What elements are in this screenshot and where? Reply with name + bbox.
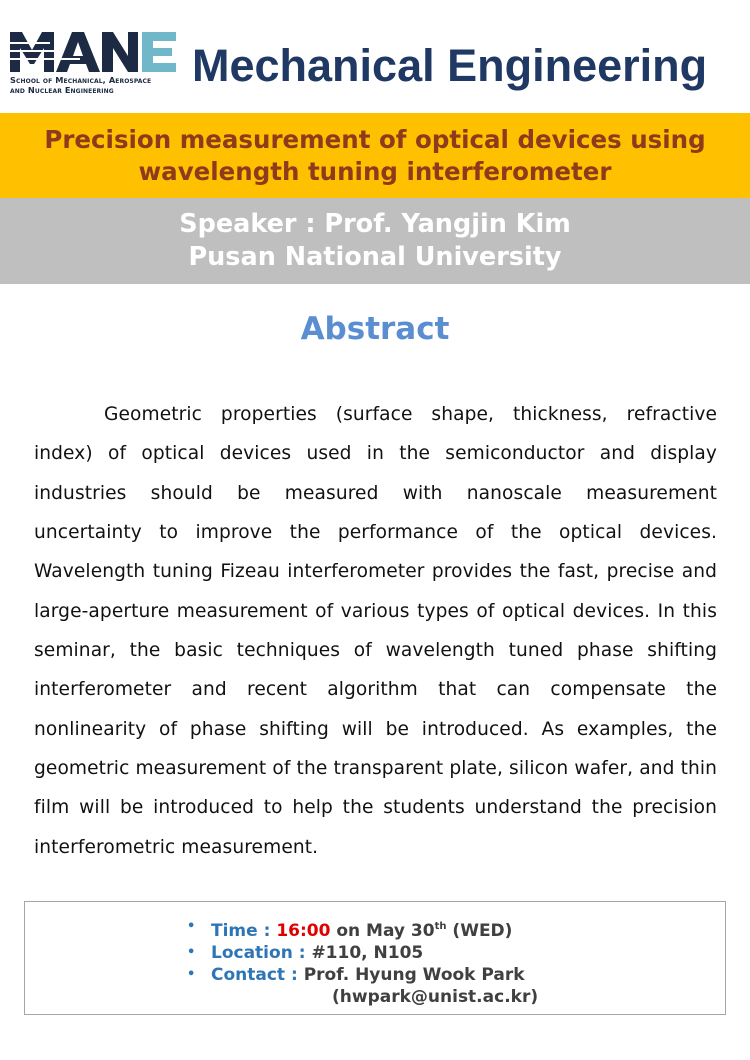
location-label: Location : xyxy=(211,943,312,963)
topic-line-1: Precision measurement of optical devices using xyxy=(44,124,706,154)
speaker-affiliation: Pusan National University xyxy=(188,242,562,272)
event-info-list xyxy=(185,916,538,1008)
logo-subtitle-line2: and Nuclear Engineering xyxy=(10,85,114,95)
logo-subtitle xyxy=(10,75,185,95)
event-time xyxy=(185,916,538,942)
speaker-name: Speaker : Prof. Yangjin Kim xyxy=(179,209,571,239)
location-value: #110, N105 xyxy=(311,943,424,963)
logo-subtitle-line1: School of Mechanical, Aerospace xyxy=(10,75,152,85)
page-title: Mechanical Engineering xyxy=(192,40,708,91)
bullet-icon: • xyxy=(187,919,196,934)
contact-email[interactable]: (hwpark@unist.ac.kr) xyxy=(332,987,539,1007)
event-contact xyxy=(185,964,538,986)
seminar-topic-banner xyxy=(0,113,750,198)
contact-label: Contact : xyxy=(211,965,304,985)
mane-logo xyxy=(10,28,178,100)
time-date-suffix: th xyxy=(434,921,447,932)
bullet-icon: • xyxy=(187,967,196,982)
abstract-heading: Abstract xyxy=(300,311,450,347)
time-label: Time : xyxy=(211,921,277,941)
bullet-icon: • xyxy=(187,945,196,960)
event-info-box xyxy=(24,901,726,1015)
time-day: (WED) xyxy=(446,921,513,941)
contact-name: Prof. Hyung Wook Park xyxy=(303,965,525,985)
mane-logo-mark xyxy=(10,28,178,74)
header xyxy=(0,0,750,112)
event-location xyxy=(185,942,538,964)
abstract-body: Geometric properties (surface shape, thickness, refractive index) of optical devices used in the semiconductor and display industries should be measured with nanoscale measurement uncertainty to improve the performance of the optical devices. Wavelength tuning Fizeau interferometer provides the fast, precise and large-aperture measurement of various types of optical devices. In this seminar, the basic techniques of wavelength tuned phase shifting interferometer and recent algorithm that can compensate the nonlinearity of phase shifting will be introduced. As examples, the geometric measurement of the transparent plate, silicon wafer, and thin film will be introduced to help the students understand the precision interferometric measurement. xyxy=(34,404,717,858)
speaker-banner xyxy=(0,198,750,284)
topic-line-2: wavelength tuning interferometer xyxy=(138,156,612,186)
time-date: on May 30 xyxy=(330,921,435,941)
time-value: 16:00 xyxy=(276,921,331,941)
